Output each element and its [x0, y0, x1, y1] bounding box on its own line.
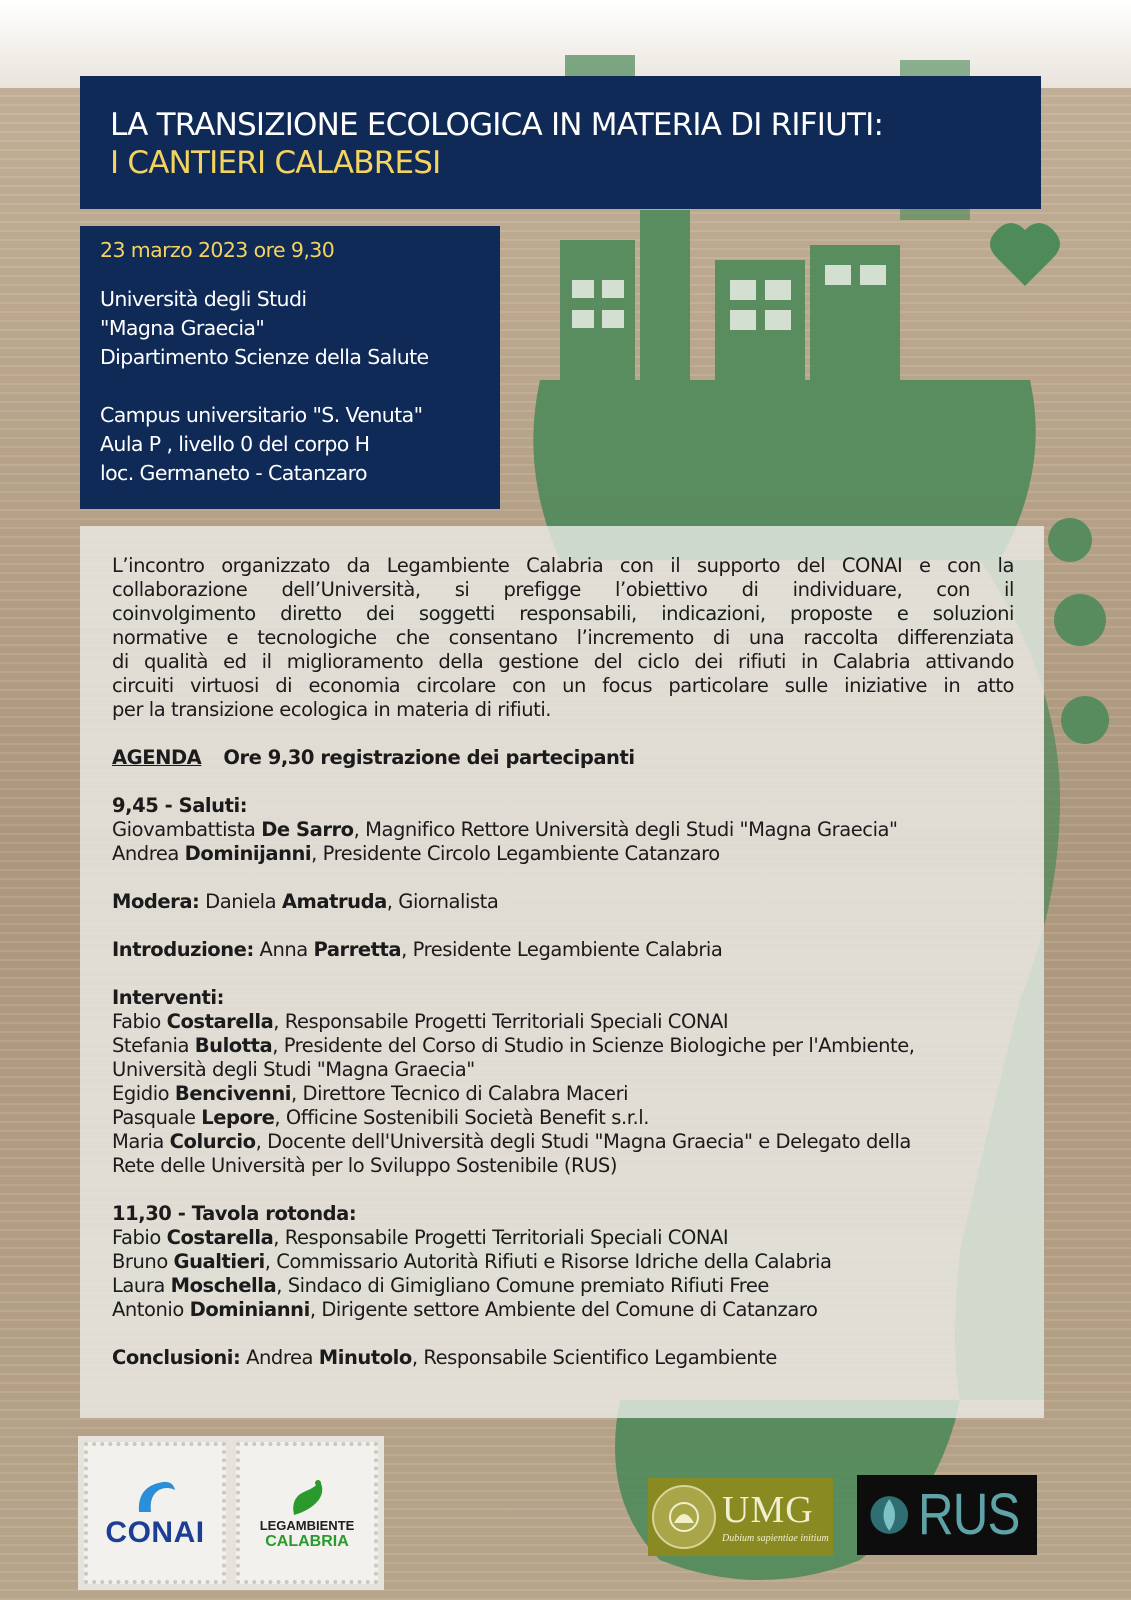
intro-paragraph — [112, 554, 1014, 722]
speaker-line: Laura Moschella, Sindaco di Gimigliano Comune premiato Rifiuti Free — [112, 1274, 769, 1297]
conai-swirl-icon — [133, 1476, 177, 1516]
saluti-heading: 9,45 - Saluti: — [112, 794, 248, 817]
speaker-line: Rete delle Università per lo Sviluppo Sostenibile (RUS) — [112, 1154, 617, 1177]
registration-time: Ore 9,30 registrazione dei partecipanti — [223, 746, 635, 769]
agenda-label: AGENDA — [112, 746, 202, 769]
conai-logo-text: CONAI — [105, 1516, 205, 1549]
location-line: loc. Germaneto - Catanzaro — [100, 461, 367, 485]
umg-logo — [648, 1478, 833, 1556]
program-box — [80, 526, 1044, 1418]
speaker-line: Maria Colurcio, Docente dell'Università degli Studi "Magna Graecia" e Delegato della — [112, 1130, 911, 1153]
speaker-line: Fabio Costarella, Responsabile Progetti Territoriali Speciali CONAI — [112, 1226, 729, 1249]
intro-line: normative e tecnologiche che consentano l’incremento di una raccolta differenziata — [112, 626, 1014, 649]
title-banner — [80, 76, 1041, 209]
moderator-line: Modera: Daniela Amatruda, Giornalista — [112, 890, 499, 913]
speaker-line: Antonio Dominianni, Dirigente settore Ambiente del Comune di Catanzaro — [112, 1298, 818, 1321]
legambiente-text-line-2: CALABRIA — [265, 1532, 349, 1550]
conclusions-line: Conclusioni: Andrea Minutolo, Responsabile Scientifico Legambiente — [112, 1346, 777, 1369]
venue-block — [100, 285, 480, 372]
event-info-box — [80, 226, 500, 509]
legambiente-swan-icon — [286, 1477, 328, 1519]
speaker-line: Giovambattista De Sarro, Magnifico Rettore Università degli Studi "Magna Graecia" — [112, 818, 898, 841]
speaker-line: Stefania Bulotta, Presidente del Corso di Studio in Scienze Biologiche per l'Ambiente, — [112, 1034, 915, 1057]
event-date: 23 marzo 2023 ore 9,30 — [100, 238, 335, 262]
speaker-line: Fabio Costarella, Responsabile Progetti Territoriali Speciali CONAI — [112, 1010, 729, 1033]
introduction-line: Introduzione: Anna Parretta, Presidente Legambiente Calabria — [112, 938, 723, 961]
venue-line: "Magna Graecia" — [100, 316, 265, 340]
speaker-line: Andrea Dominijanni, Presidente Circolo Legambiente Catanzaro — [112, 842, 720, 865]
speaker-line: Università degli Studi "Magna Graecia" — [112, 1058, 475, 1081]
umg-seal-icon — [652, 1485, 716, 1549]
intro-line: per la transizione ecologica in materia di rifiuti. — [112, 698, 552, 721]
speaker-line: Bruno Gualtieri, Commissario Autorità Rifiuti e Risorse Idriche della Calabria — [112, 1250, 832, 1273]
tavola-heading: 11,30 - Tavola rotonda: — [112, 1202, 357, 1225]
intro-line: di qualità ed il miglioramento della gestione del ciclo dei rifiuti in Calabria attivando — [112, 650, 1014, 673]
agenda-header — [112, 746, 1014, 770]
umg-logo-text: UMG — [722, 1488, 814, 1531]
venue-line: Dipartimento Scienze della Salute — [100, 345, 429, 369]
umg-motto: Dubium sapientiae initium — [722, 1532, 829, 1544]
interventi-heading: Interventi: — [112, 986, 224, 1009]
speaker-line: Pasquale Lepore, Officine Sostenibili Società Benefit s.r.l. — [112, 1106, 649, 1129]
intro-line: L’incontro organizzato da Legambiente Calabria con il supporto del CONAI e con la — [112, 554, 1014, 577]
venue-line: Università degli Studi — [100, 287, 307, 311]
intro-line: circuiti virtuosi di economia circolare con un focus particolare sulle iniziative in atto — [112, 674, 1014, 697]
heart-icon — [990, 223, 1060, 286]
rus-logo — [857, 1475, 1037, 1555]
conai-logo — [84, 1442, 226, 1584]
speaker-line: Egidio Bencivenni, Direttore Tecnico di Calabra Maceri — [112, 1082, 629, 1105]
intro-line: collaborazione dell’Università, si prefigge l’obiettivo di individuare, con il — [112, 578, 1014, 601]
intro-line: coinvolgimento diretto dei soggetti responsabili, indicazioni, proposte e soluzioni — [112, 602, 1014, 625]
legambiente-logo — [236, 1442, 378, 1584]
rus-logo-text: RUS — [917, 1482, 1020, 1547]
location-line: Aula P , livello 0 del corpo H — [100, 432, 370, 456]
title-line-1: LA TRANSIZIONE ECOLOGICA IN MATERIA DI RIFIUTI: — [110, 107, 884, 143]
legambiente-text-line-1: LEGAMBIENTE — [259, 1517, 355, 1533]
title-line-2: I CANTIERI CALABRESI — [110, 145, 441, 181]
location-line: Campus universitario "S. Venuta" — [100, 403, 423, 427]
location-block — [100, 401, 480, 488]
rus-leaf-icon — [869, 1487, 910, 1543]
